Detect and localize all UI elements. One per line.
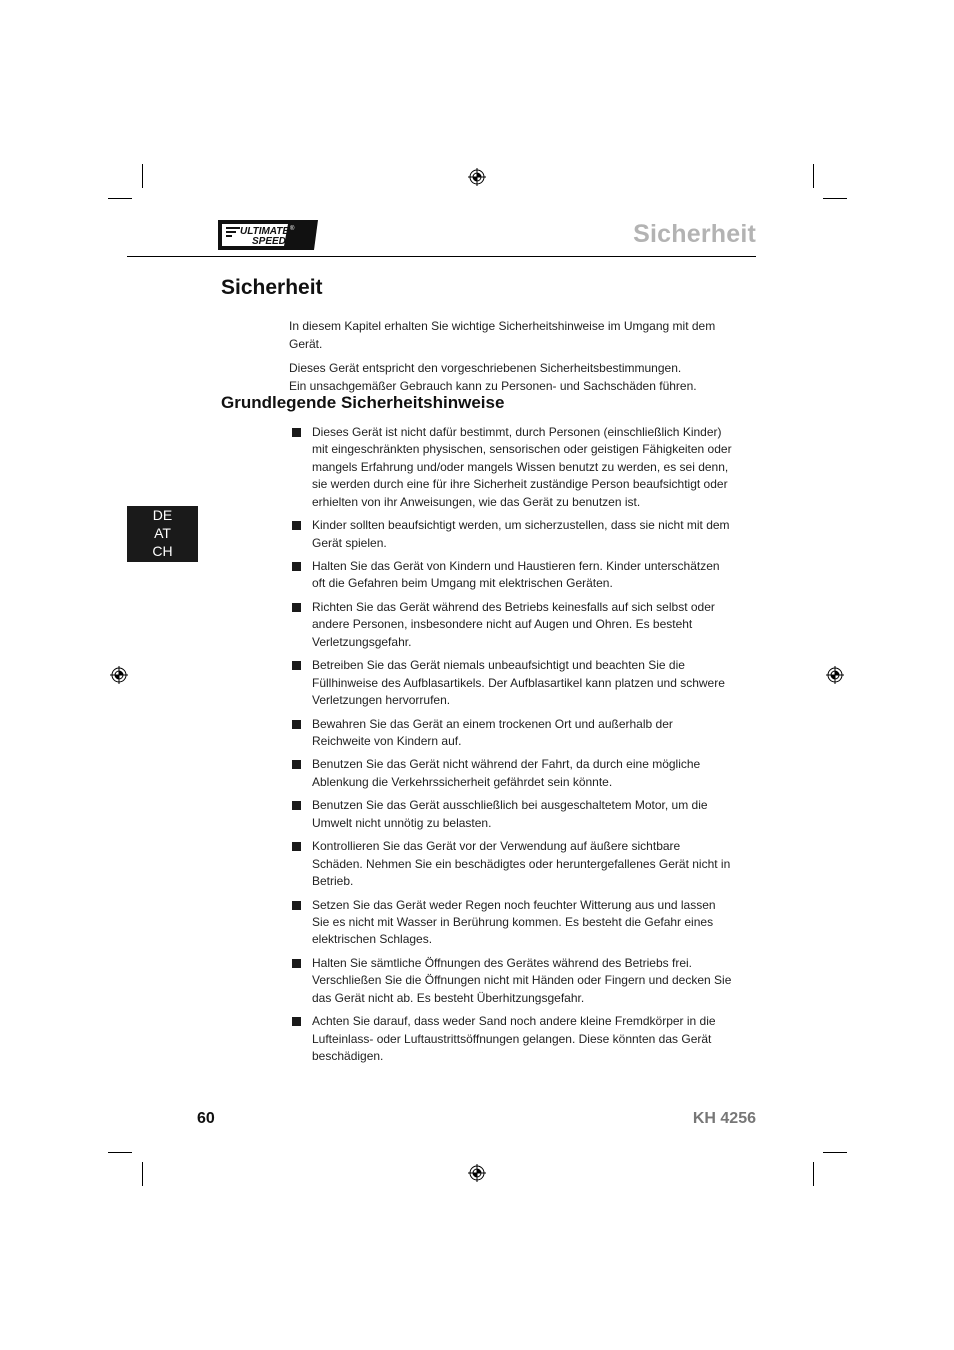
header-title: Sicherheit (633, 220, 756, 248)
brand-logo (218, 218, 318, 252)
svg-text:SPEED: SPEED (252, 236, 286, 247)
list-item: Setzen Sie das Gerät weder Regen noch feuchter Witterung aus und lassen Sie es nicht mit Wasser in Berührung kommen. Es besteht die Gefahr eines elektrischen Schlages. (292, 897, 732, 949)
list-item: Betreiben Sie das Gerät niemals unbeaufsichtigt und beachten Sie die Füllhinweise des Aufblasartikels. Der Aufblasartikel kann platzen und schwere Verletzungen hervorrufen. (292, 657, 732, 709)
list-item: Kinder sollten beaufsichtigt werden, um sicherzustellen, dass sie nicht mit dem Gerät spielen. (292, 517, 732, 552)
intro-paragraph: In diesem Kapitel erhalten Sie wichtige Sicherheitshinweise im Umgang mit dem Gerät. (289, 319, 716, 351)
page-title: Sicherheit (221, 276, 323, 299)
crop-mark (823, 1152, 847, 1153)
list-item: Richten Sie das Gerät während des Betriebs keinesfalls auf sich selbst oder andere Personen, insbesondere nicht auf Augen und Ohren. Es besteht Verletzungsgefahr. (292, 599, 732, 651)
list-item: Achten Sie darauf, dass weder Sand noch andere kleine Fremdkörper in die Lufteinlass- oder Luftaustrittsöffnungen gelangen. Diese könnten das Gerät beschädigen. (292, 1013, 732, 1065)
list-item: Dieses Gerät ist nicht dafür bestimmt, durch Personen (einschließlich Kinder) mit eingeschränkten physischen, sensorischen oder geistigen Fähigkeiten oder mangels Erfahrung und/oder mangels Wissen benutzt zu werden, es sei denn, sie werden durch eine für ihre Sicherheit zuständige Person beaufsichtigt oder erhielten von ihr Anweisungen, wie das Gerät zu benutzen ist. (292, 424, 732, 511)
bullet-square-icon (292, 720, 301, 729)
page-number: 60 (197, 1110, 215, 1127)
safety-list (292, 424, 732, 1072)
bullet-square-icon (292, 760, 301, 769)
bullet-square-icon (292, 842, 301, 851)
language-code: DE (152, 507, 173, 523)
crop-mark (813, 164, 814, 188)
bullet-square-icon (292, 521, 301, 530)
list-item: Benutzen Sie das Gerät nicht während der Fahrt, da durch eine mögliche Ablenkung die Verkehrssicherheit gefährdet sein könnte. (292, 756, 732, 791)
crop-mark (813, 1162, 814, 1186)
bullet-square-icon (292, 959, 301, 968)
intro-paragraph: Dieses Gerät entspricht den vorgeschriebenen Sicherheitsbestimmungen. Ein unsachgemäßer Gebrauch kann zu Personen- und Sachschäden führen. (289, 361, 697, 393)
language-code: AT (154, 525, 171, 541)
header-divider (127, 256, 756, 257)
bullet-square-icon (292, 562, 301, 571)
section-heading: Grundlegende Sicherheitshinweise (221, 393, 505, 412)
registration-mark-icon (468, 168, 486, 186)
list-item: Halten Sie das Gerät von Kindern und Haustieren fern. Kinder unterschätzen oft die Gefahren beim Umgang mit elektrischen Geräten. (292, 558, 732, 593)
list-item: Bewahren Sie das Gerät an einem trockenen Ort und außerhalb der Reichweite von Kindern auf. (292, 716, 732, 751)
svg-text:®: ® (290, 226, 295, 232)
list-item: Halten Sie sämtliche Öffnungen des Gerätes während des Betriebs frei. Verschließen Sie die Öffnungen nicht mit Händen oder Fingern und decken Sie das Gerät nicht ab. Es besteht Überhitzungsgefahr. (292, 955, 732, 1007)
bullet-square-icon (292, 1017, 301, 1026)
crop-mark (142, 1162, 143, 1186)
registration-mark-icon (826, 666, 844, 684)
intro-text (289, 318, 749, 395)
model-number: KH 4256 (692, 1110, 756, 1127)
list-item: Benutzen Sie das Gerät ausschließlich bei ausgeschaltetem Motor, um die Umwelt nicht unnötig zu belasten. (292, 797, 732, 832)
registration-mark-icon (110, 666, 128, 684)
bullet-square-icon (292, 901, 301, 910)
language-code: CH (152, 543, 173, 559)
bullet-square-icon (292, 801, 301, 810)
crop-mark (108, 198, 132, 199)
crop-mark (108, 1152, 132, 1153)
list-item: Kontrollieren Sie das Gerät vor der Verwendung auf äußere sichtbare Schäden. Nehmen Sie ein beschädigtes oder heruntergefallenes Gerät nicht in Betrieb. (292, 838, 732, 890)
language-tab (127, 506, 198, 562)
svg-text:ULTIMATE: ULTIMATE (240, 226, 290, 237)
registration-mark-icon (468, 1164, 486, 1182)
bullet-square-icon (292, 603, 301, 612)
crop-mark (823, 198, 847, 199)
bullet-square-icon (292, 661, 301, 670)
bullet-square-icon (292, 428, 301, 437)
crop-mark (142, 164, 143, 188)
